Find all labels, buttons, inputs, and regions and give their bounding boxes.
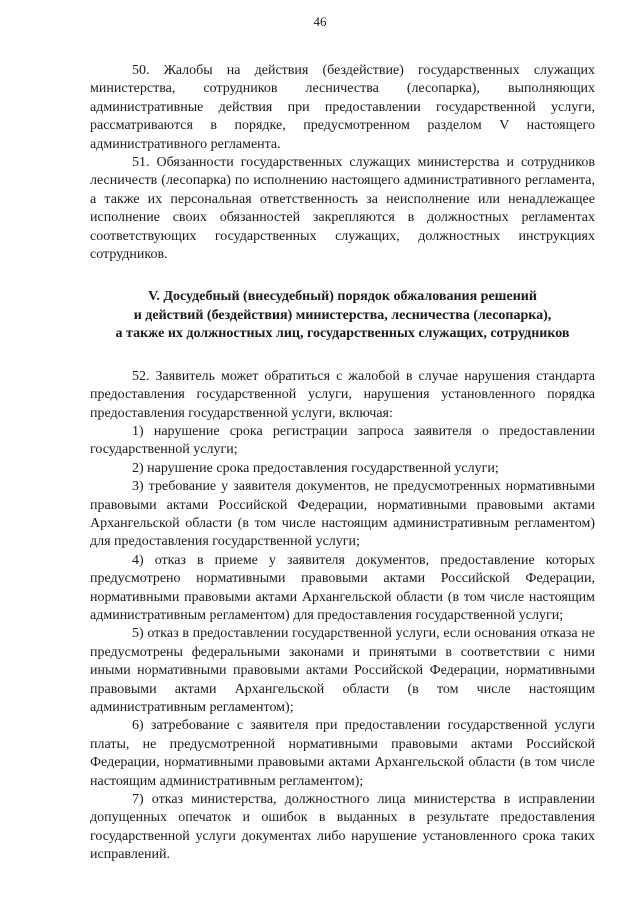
list-item-6: 6) затребование с заявителя при предоставлении государственной услуги платы, не предусмотренной нормативными правовыми актами Российской Федерации, нормативными правовыми актами Архангельской области (в том числе настоящим административным регламентом); <box>90 718 595 789</box>
paragraph-52: 52. Заявитель может обратиться с жалобой в случае нарушения стандарта предоставления государственной услуги, нарушения установленного порядка предоставления государственной услуги, включая: <box>90 368 595 421</box>
list-item-3: 3) требование у заявителя документов, не предусмотренных нормативными правовыми актами Российской Федерации, нормативными правовыми актами Архангельской области (в том числе настоящим административным регламентом) для предоставления государственной услуги; <box>90 479 595 550</box>
list-item-7: 7) отказ министерства, должностного лица министерства в исправлении допущенных опечаток и ошибок в выданных в результате предоставления государственной услуги документах либо нарушение установленного срока таких исправлений. <box>90 792 595 863</box>
section-heading-line: а также их должностных лиц, государственных служащих, сотрудников <box>115 326 570 342</box>
page-number: 46 <box>313 14 327 29</box>
section-heading-line: и действий (бездействия) министерства, лесничества (лесопарка), <box>133 307 552 323</box>
paragraph-51: 51. Обязанности государственных служащих министерства и сотрудников лесничеств (лесопарка) по исполнению настоящего административного регламента, а также их персональная ответственность за неисполнение или ненадлежащее исполнение своих обязанностей закрепляются в должностных регламентах соответствующих государственных служащих, должностных инструкциях сотрудников. <box>90 155 595 263</box>
list-item-1: 1) нарушение срока регистрации запроса заявителя о предоставлении государственной услуги; <box>90 423 595 458</box>
section-heading-line: V. Досудебный (внесудебный) порядок обжалования решений <box>148 289 537 305</box>
list-item-5: 5) отказ в предоставлении государственной услуги, если основания отказа не предусмотрены федеральными законами и принятыми в соответствии с ними иными нормативными правовыми актами Российской Федерации, нормативными правовыми актами Архангельской области (в том числе настоящим административным регламентом); <box>90 626 595 715</box>
document-body <box>90 62 595 865</box>
list-item-4: 4) отказ в приеме у заявителя документов, предоставление которых предусмотрено нормативными правовыми актами Российской Федерации, нормативными правовыми актами Архангельской области (в том числе настоящим административным регламентом) для предоставления государственной услуги; <box>90 552 595 623</box>
section-heading <box>90 288 595 343</box>
paragraph-50: 50. Жалобы на действия (бездействие) государственных служащих министерства, сотрудников лесничества (лесопарка), выполняющих административные действия при предоставлении государственной услуги, рассматриваются в порядке, предусмотренном разделом V настоящего административного регламента. <box>90 63 595 152</box>
list-item-2: 2) нарушение срока предоставления государственной услуги; <box>132 460 499 476</box>
